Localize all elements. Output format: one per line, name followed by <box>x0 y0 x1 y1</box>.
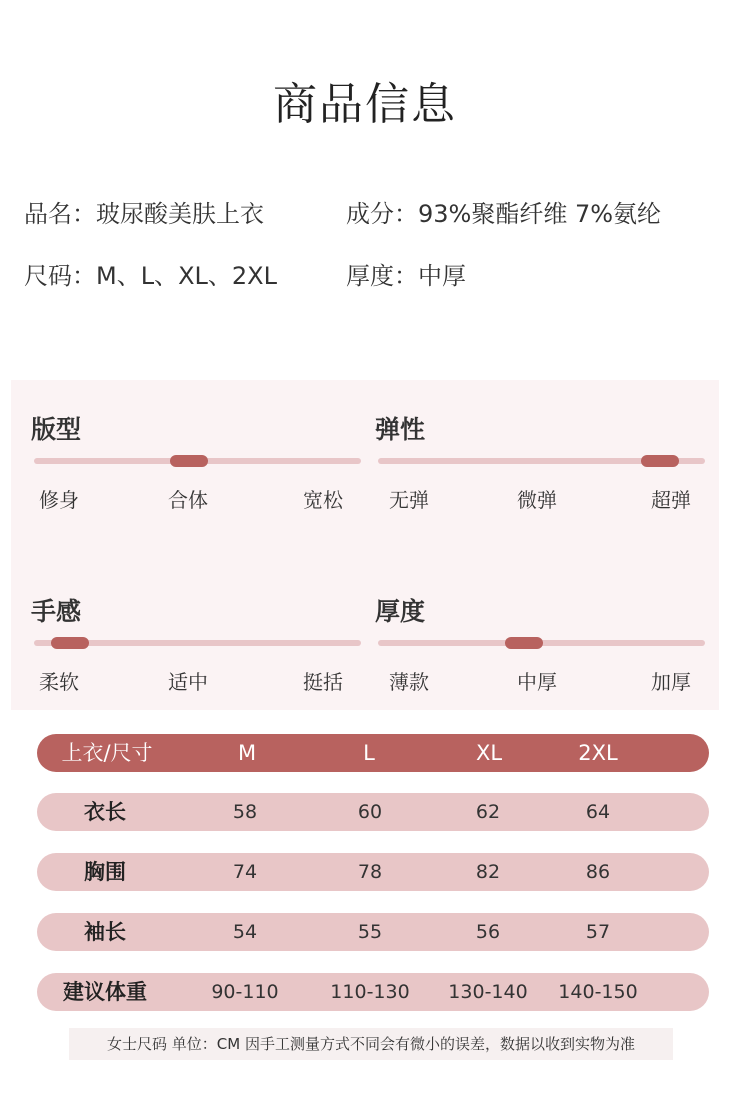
attribute-knob <box>51 637 89 649</box>
attribute-label-mid: 微弹 <box>517 488 557 512</box>
attribute-label-high: 宽松 <box>303 488 343 512</box>
table-cell: 90-110 <box>211 981 279 1003</box>
sizes <box>24 256 277 291</box>
header-cell: M <box>237 741 257 765</box>
attribute-knob <box>170 455 208 467</box>
attribute-label-low: 薄款 <box>389 670 429 694</box>
thickness <box>346 256 466 291</box>
table-cell: 110-130 <box>330 981 410 1003</box>
table-cell: 64 <box>585 801 611 823</box>
product-name-value: 玻尿酸美肤上衣 <box>96 200 264 228</box>
attribute-track <box>378 640 705 646</box>
thickness-value: 中厚 <box>418 262 466 290</box>
attribute-label-high: 挺括 <box>303 670 343 694</box>
table-cell: 55 <box>357 921 383 943</box>
table-cell: 74 <box>232 861 258 883</box>
attribute-panel <box>11 380 719 710</box>
table-row <box>37 913 709 951</box>
attribute-label-mid: 适中 <box>168 670 208 694</box>
attribute-label-low: 修身 <box>39 488 79 512</box>
header-cell: 上衣/尺寸 <box>61 741 153 765</box>
table-cell: 140-150 <box>558 981 638 1003</box>
attribute-handfeel <box>31 592 361 702</box>
table-cell: 57 <box>585 921 611 943</box>
attribute-elasticity <box>375 410 705 520</box>
product-name-label: 品名： <box>24 200 96 228</box>
header-cell: 2XL <box>578 741 618 765</box>
table-row <box>37 793 709 831</box>
table-cell: 56 <box>475 921 501 943</box>
attribute-track <box>378 458 705 464</box>
table-cell: 78 <box>357 861 383 883</box>
composition-label: 成分： <box>346 200 418 228</box>
header-cell: L <box>363 741 375 765</box>
attribute-track <box>34 458 361 464</box>
attribute-label-high: 超弹 <box>651 488 691 512</box>
page-title: 商品信息 <box>273 79 457 130</box>
table-cell: 130-140 <box>448 981 528 1003</box>
composition-value: 93%聚酯纤维 7%氨纶 <box>418 200 662 228</box>
attribute-knob <box>641 455 679 467</box>
table-row <box>37 973 709 1011</box>
table-row <box>37 853 709 891</box>
attribute-label-high: 加厚 <box>651 670 691 694</box>
attribute-title: 版型 <box>31 415 82 444</box>
table-cell: 86 <box>585 861 611 883</box>
sizes-value: M、L、XL、2XL <box>96 262 277 290</box>
attribute-title: 手感 <box>31 597 82 626</box>
row-label: 衣长 <box>84 800 126 824</box>
sizes-label: 尺码： <box>24 262 96 290</box>
attribute-thickness <box>375 592 705 702</box>
row-label: 胸围 <box>84 860 126 884</box>
thickness-label: 厚度： <box>346 262 418 290</box>
row-label: 袖长 <box>84 920 126 944</box>
size-note: 女士尺码 单位：CM 因手工测量方式不同会有微小的误差，数据以收到实物为准 <box>69 1028 673 1060</box>
composition <box>346 194 661 229</box>
product-name <box>24 194 264 229</box>
attribute-title: 弹性 <box>375 415 426 444</box>
attribute-label-low: 柔软 <box>39 670 79 694</box>
attribute-label-mid: 中厚 <box>517 670 557 694</box>
attribute-track <box>34 640 361 646</box>
attribute-knob <box>505 637 543 649</box>
attribute-fit <box>31 410 361 520</box>
header-cell: XL <box>475 741 503 765</box>
attribute-label-mid: 合体 <box>168 488 208 512</box>
table-cell: 82 <box>475 861 501 883</box>
table-cell: 62 <box>475 801 501 823</box>
row-label: 建议体重 <box>63 980 147 1004</box>
table-cell: 60 <box>357 801 383 823</box>
attribute-label-low: 无弹 <box>389 488 429 512</box>
table-cell: 58 <box>232 801 258 823</box>
size-table-header <box>37 734 709 772</box>
table-cell: 54 <box>232 921 258 943</box>
attribute-title: 厚度 <box>375 597 426 626</box>
